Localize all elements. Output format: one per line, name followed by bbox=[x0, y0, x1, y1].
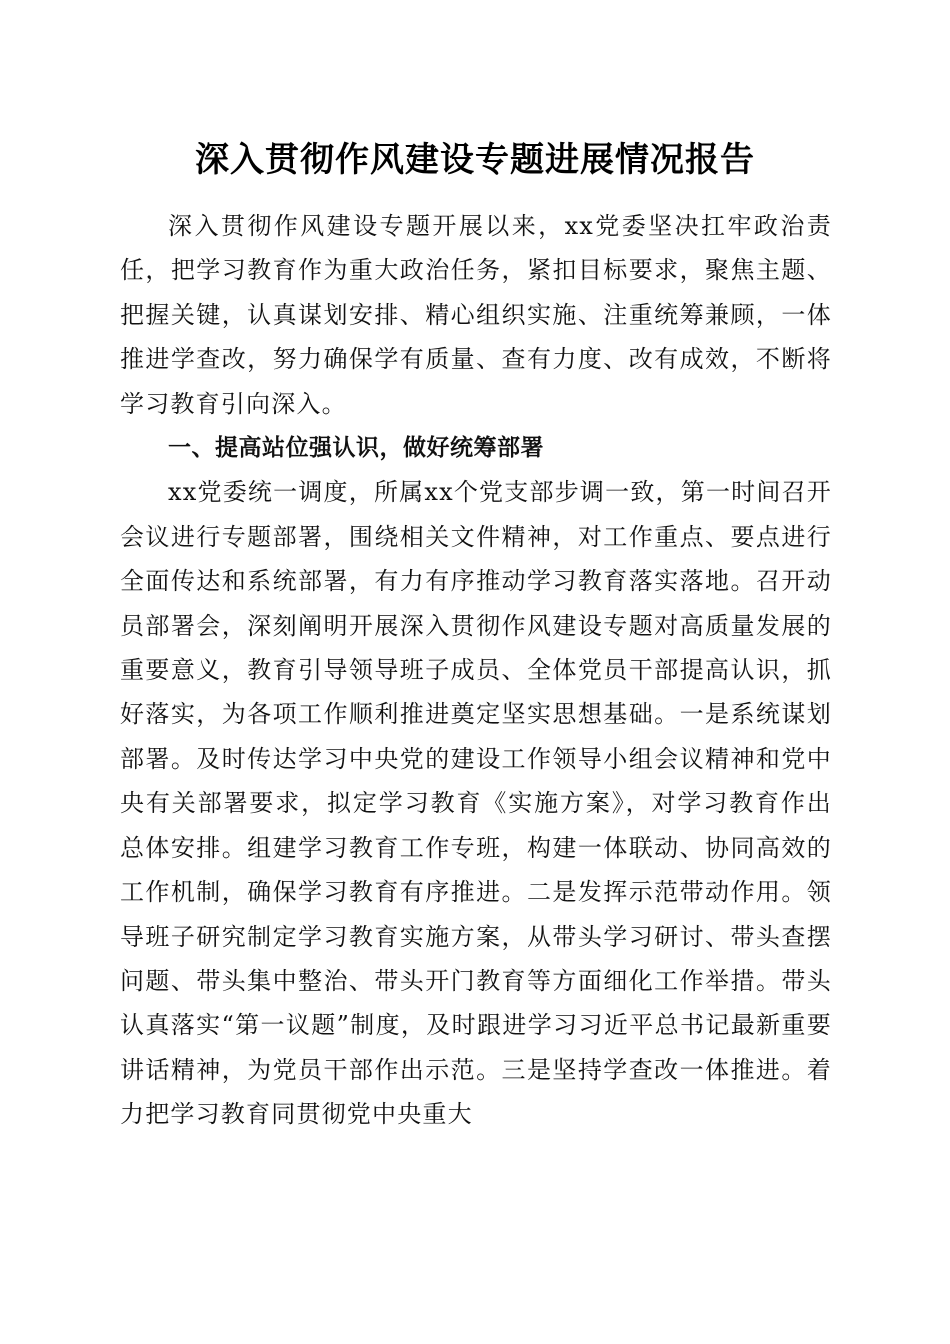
intro-paragraph: 深入贯彻作风建设专题开展以来，xx党委坚决扛牢政治责任，把学习教育作为重大政治任务，紧扣目标要求，聚焦主题、把握关键，认真谋划安排、精心组织实施、注重统筹兼顾，一体推进学查改，努力确保学有质量、查有力度、改有成效，不断将学习教育引向深入。 bbox=[120, 212, 832, 418]
document-title: 深入贯彻作风建设专题进展情况报告 bbox=[195, 140, 755, 180]
document-body bbox=[120, 204, 832, 1137]
section-1-paragraph: xx党委统一调度，所属xx个党支部步调一致，第一时间召开会议进行专题部署，围绕相关文件精神，对工作重点、要点进行全面传达和系统部署，有力有序推动学习教育落实落地。召开动员部署会，深刻阐明开展深入贯彻作风建设专题对高质量发展的重要意义，教育引导领导班子成员、全体党员干部提高认识，抓好落实，为各项工作顺利推进奠定坚实思想基础。一是系统谋划部署。及时传达学习中央党的建设工作领导小组会议精神和党中央有关部署要求，拟定学习教育《实施方案》，对学习教育作出总体安排。组建学习教育工作专班，构建一体联动、协同高效的工作机制，确保学习教育有序推进。二是发挥示范带动作用。领导班子研究制定学习教育实施方案，从带头学习研讨、带头查摆问题、带头集中整治、带头开门教育等方面细化工作举措。带头认真落实“第一议题”制度，及时跟进学习习近平总书记最新重要讲话精神，为党员干部作出示范。三是坚持学查改一体推进。着力把学习教育同贯彻党中央重大 bbox=[120, 478, 832, 1129]
section-heading-1: 一、提高站位强认识，做好统筹部署 bbox=[168, 435, 544, 462]
